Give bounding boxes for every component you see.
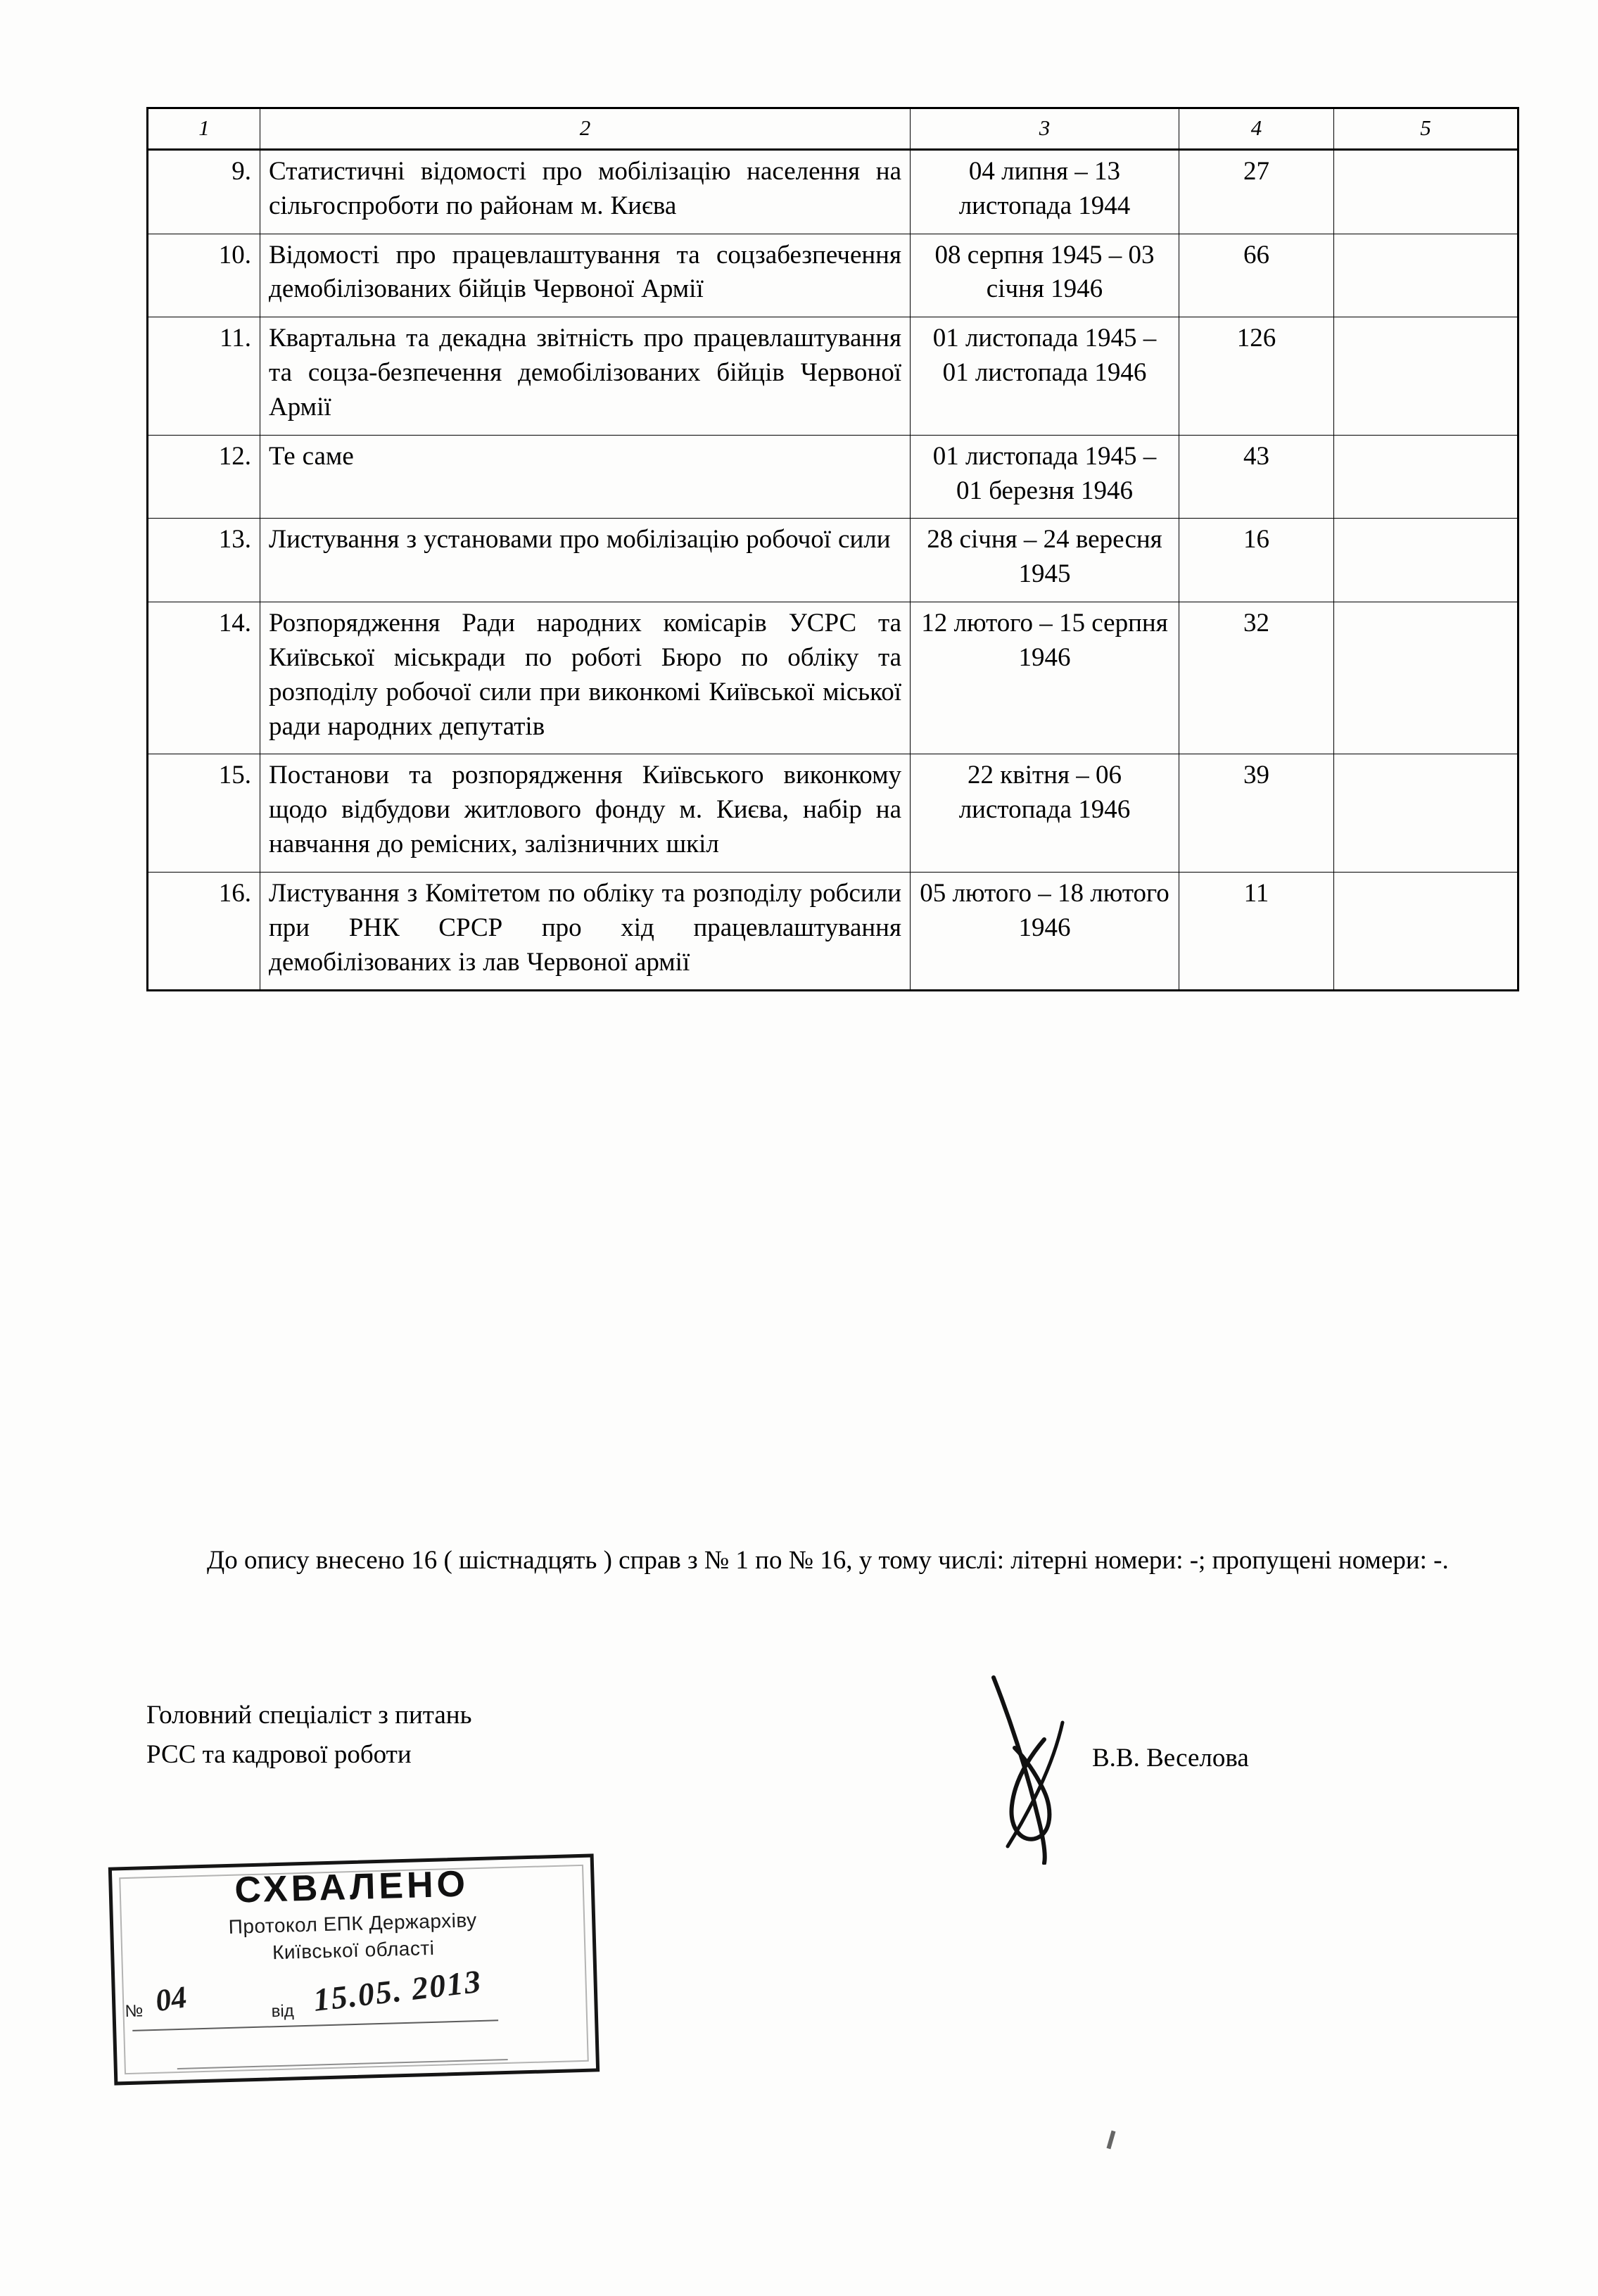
row-date-range: 28 січня – 24 вересня 1945: [911, 519, 1179, 602]
row-sheet-count: 66: [1179, 234, 1334, 317]
row-title: Розпорядження Ради народних комісарів УСРС та Київської міськради по роботі Бюро по обліку та розподілу робочої сили при виконкомі Київської міської ради народних депутатів: [260, 602, 911, 754]
row-number: 14.: [148, 602, 260, 754]
row-sheet-count: 43: [1179, 435, 1334, 519]
row-title: Квартальна та декадна звітність про працевлаштування та соцза-безпечення демобілізованих бійців Червоної Армії: [260, 317, 911, 435]
row-date-range: 04 липня – 13 листопада 1944: [911, 150, 1179, 234]
row-number: 12.: [148, 435, 260, 519]
column-header-2: 2: [260, 108, 911, 150]
column-header-3: 3: [911, 108, 1179, 150]
row-title: Відомості про працевлаштування та соцзабезпечення демобілізованих бійців Червоної Армії: [260, 234, 911, 317]
signature-title-block: [146, 1696, 1483, 1774]
table-row: [148, 150, 1518, 234]
row-title: Листування з Комітетом по обліку та розподілу робсили при РНК СРСР про хід працевлаштування демобілізованих із лав Червоної армії: [260, 872, 911, 990]
row-notes: [1334, 234, 1518, 317]
row-date-range: 05 лютого – 18 лютого 1946: [911, 872, 1179, 990]
row-sheet-count: 39: [1179, 754, 1334, 872]
inventory-table: [146, 107, 1519, 991]
row-title: Листування з установами про мобілізацію робочої сили: [260, 519, 911, 602]
row-notes: [1334, 754, 1518, 872]
row-title: Статистичні відомості про мобілізацію населення на сільгоспроботи по районам м. Києва: [260, 150, 911, 234]
summary-line-2: літерні номери: -; пропущені номери: -.: [1010, 1546, 1449, 1575]
stamp-body-line-1: Протокол ЕПК Держархіву: [228, 1909, 477, 1938]
row-number: 10.: [148, 234, 260, 317]
column-header-1: 1: [148, 108, 260, 150]
row-number: 16.: [148, 872, 260, 990]
row-title: Постанови та розпорядження Київського виконкому щодо відбудови житлового фонду м. Києва, набір на навчання до ремісних, залізничних шкіл: [260, 754, 911, 872]
row-date-range: 08 серпня 1945 – 03 січня 1946: [911, 234, 1179, 317]
row-notes: [1334, 435, 1518, 519]
table-row: [148, 872, 1518, 990]
table-row: [148, 435, 1518, 519]
row-title: Те саме: [260, 435, 911, 519]
row-notes: [1334, 519, 1518, 602]
row-date-range: 01 листопада 1945 – 01 листопада 1946: [911, 317, 1179, 435]
row-number: 11.: [148, 317, 260, 435]
row-date-range: 22 квітня – 06 листопада 1946: [911, 754, 1179, 872]
stray-ink-mark: [1107, 2131, 1116, 2150]
row-sheet-count: 32: [1179, 602, 1334, 754]
summary-paragraph: [146, 1542, 1483, 1580]
stamp-date-value: 15.05. 2013: [311, 1962, 484, 2018]
table-header-row: [148, 108, 1518, 150]
row-sheet-count: 27: [1179, 150, 1334, 234]
stamp-heading: СХВАЛЕНО: [234, 1863, 469, 1911]
column-header-4: 4: [1179, 108, 1334, 150]
table-row: [148, 519, 1518, 602]
row-notes: [1334, 150, 1518, 234]
table-row: [148, 317, 1518, 435]
stamp-number-value: 04: [153, 1979, 189, 2019]
table-row: [148, 602, 1518, 754]
table-row: [148, 234, 1518, 317]
row-sheet-count: 11: [1179, 872, 1334, 990]
row-notes: [1334, 872, 1518, 990]
table-row: [148, 754, 1518, 872]
signer-title-line-2: РСС та кадрової роботи: [146, 1739, 412, 1769]
row-date-range: 01 листопада 1945 – 01 березня 1946: [911, 435, 1179, 519]
row-date-range: 12 лютого – 15 серпня 1946: [911, 602, 1179, 754]
row-notes: [1334, 317, 1518, 435]
row-number: 15.: [148, 754, 260, 872]
approval-stamp: [108, 1853, 600, 2085]
signer-title-line-1: Головний спеціаліст з питань: [146, 1701, 472, 1730]
row-notes: [1334, 602, 1518, 754]
stamp-date-label: від: [271, 2001, 295, 2022]
stamp-number-label: №: [125, 2001, 144, 2022]
stamp-body-line-2: Київської області: [272, 1936, 435, 1964]
row-sheet-count: 16: [1179, 519, 1334, 602]
signer-name: В.В. Веселова: [1092, 1744, 1249, 1772]
row-number: 13.: [148, 519, 260, 602]
column-header-5: 5: [1334, 108, 1518, 150]
summary-line-1: До опису внесено 16 ( шістнадцять ) справ з № 1 по № 16, у тому числі:: [207, 1546, 1005, 1575]
row-sheet-count: 126: [1179, 317, 1334, 435]
row-number: 9.: [148, 150, 260, 234]
